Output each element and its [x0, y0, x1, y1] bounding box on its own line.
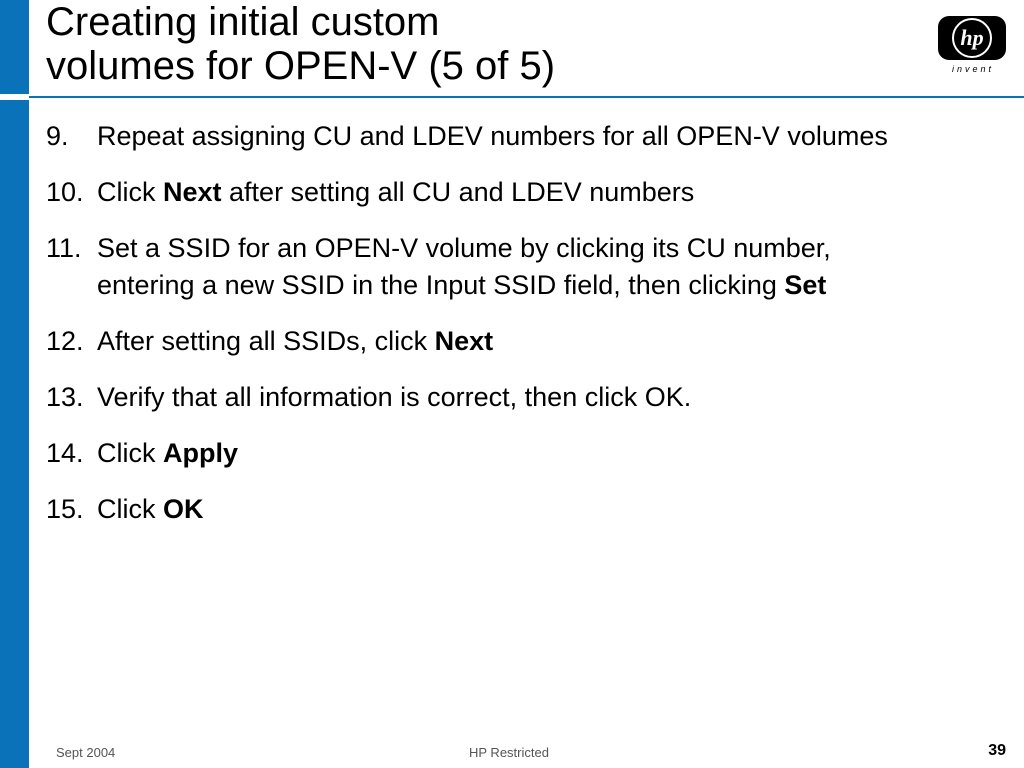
- hp-logo-icon: [938, 16, 1006, 60]
- step-item-15: [46, 491, 916, 528]
- step-text: [97, 491, 916, 528]
- step-text: [97, 230, 916, 304]
- step-item-10: [46, 174, 916, 211]
- step-text-before: Click: [97, 438, 163, 468]
- steps-list: [46, 118, 916, 547]
- footer-date: Sept 2004: [56, 745, 116, 760]
- slide-title: [46, 0, 866, 88]
- slide-title-line-2: volumes for OPEN-V (5 of 5): [46, 44, 556, 88]
- slide-title-line-1: Creating initial custom: [46, 0, 440, 44]
- step-text: Repeat assigning CU and LDEV numbers for all OPEN-V volumes: [97, 121, 888, 151]
- footer-classification: HP Restricted: [469, 745, 549, 760]
- step-item-9: [46, 118, 916, 155]
- title-divider: [29, 96, 1024, 98]
- step-number: 14.: [46, 438, 84, 468]
- left-accent-bar-top: [0, 0, 29, 94]
- hp-logo-tagline: invent: [951, 64, 995, 74]
- step-text-before: Click: [97, 494, 163, 524]
- step-text-before: Set a SSID for an OPEN-V volume by clicking its CU number, entering a new SSID in the Input SSID field, then clicking: [97, 233, 831, 300]
- step-number: 11.: [46, 233, 82, 263]
- step-number: 9.: [46, 121, 69, 151]
- step-text: [97, 323, 916, 360]
- step-number: 13.: [46, 382, 84, 412]
- footer-page-number: 39: [988, 742, 1006, 759]
- step-text-before: Click: [97, 177, 163, 207]
- step-item-12: [46, 323, 916, 360]
- step-text: Verify that all information is correct, then click OK.: [97, 382, 692, 412]
- step-text-after: after setting all CU and LDEV numbers: [221, 177, 695, 207]
- step-item-13: [46, 379, 916, 416]
- step-bold-term: OK: [163, 494, 204, 524]
- step-item-11: [46, 230, 916, 304]
- hp-logo-text: hp: [960, 25, 984, 50]
- step-text-before: After setting all SSIDs, click: [97, 326, 435, 356]
- step-bold-term: Set: [784, 270, 827, 300]
- left-accent-bar-bottom: [0, 100, 29, 768]
- step-bold-term: Next: [434, 326, 494, 356]
- step-bold-term: Next: [163, 177, 222, 207]
- step-text: [97, 435, 916, 472]
- hp-logo: [938, 16, 1008, 78]
- hp-logo-circle: [952, 18, 992, 58]
- step-item-14: [46, 435, 916, 472]
- step-number: 12.: [46, 326, 84, 356]
- step-text: [97, 174, 916, 211]
- step-bold-term: Apply: [163, 438, 239, 468]
- step-number: 15.: [46, 494, 84, 524]
- step-number: 10.: [46, 177, 84, 207]
